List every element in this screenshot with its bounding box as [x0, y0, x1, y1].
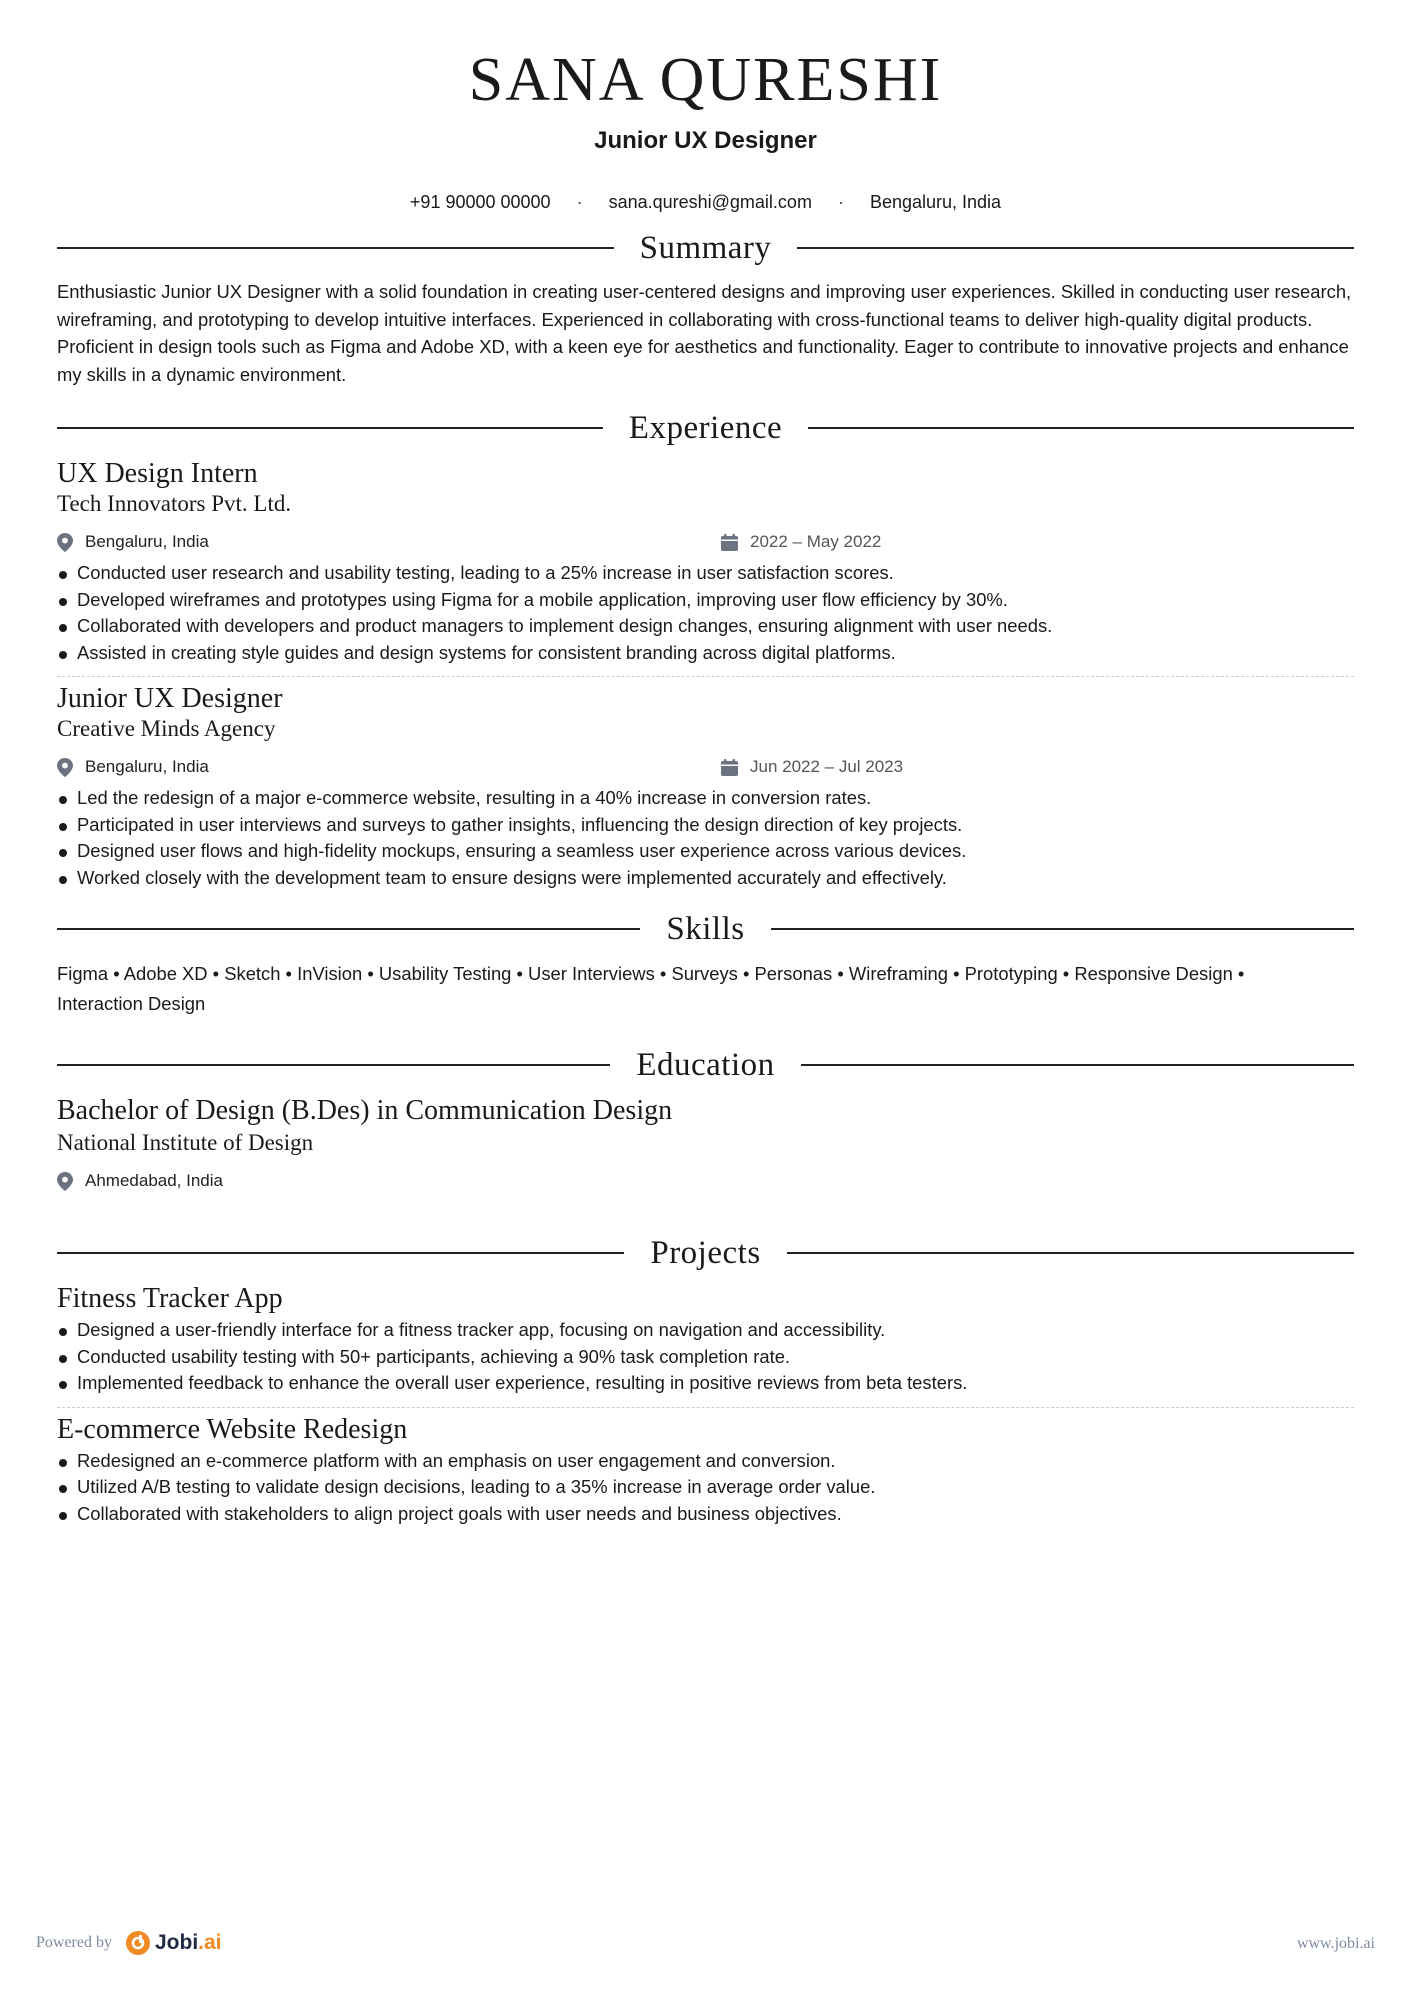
- section-header-experience: [57, 408, 1354, 448]
- job-dates-text: Jun 2022 – Jul 2023: [750, 757, 904, 776]
- skills-line: Interaction Design: [57, 993, 206, 1014]
- project-title: Fitness Tracker App: [57, 1283, 283, 1314]
- list-item: Developed wireframes and prototypes using Figma for a mobile application, improving user flow efficiency by 30%.: [57, 587, 1354, 614]
- section-title: Summary: [639, 230, 772, 266]
- jobi-logo-icon: [126, 1931, 150, 1955]
- section-header-education: [57, 1045, 1354, 1085]
- job-dates: [721, 757, 903, 777]
- education-meta: [57, 1169, 1354, 1193]
- education-school: National Institute of Design: [57, 1130, 314, 1155]
- list-item: Led the redesign of a major e-commerce website, resulting in a 40% increase in conversion rates.: [57, 785, 1354, 812]
- skills-line: Figma • Adobe XD • Sketch • InVision • Usability Testing • User Interviews • Surveys • Personas • Wireframing • Prototyping • Responsive Design •: [57, 963, 1245, 984]
- jobi-logo-text: Jobi.ai: [154, 1931, 222, 1954]
- list-item: Utilized A/B testing to validate design decisions, leading to a 35% increase in average order value.: [57, 1474, 1354, 1501]
- skills-list: [57, 959, 1354, 1019]
- divider: [57, 247, 614, 249]
- contact-separator: ·: [837, 192, 844, 212]
- experience-entry: [57, 458, 1354, 666]
- project-bullets: [57, 1317, 1354, 1397]
- job-company: Creative Minds Agency: [57, 716, 276, 741]
- candidate-name: SANA QURESHI: [468, 46, 943, 114]
- list-item: Designed user flows and high-fidelity mockups, ensuring a seamless user experience across various devices.: [57, 838, 1354, 865]
- divider: [801, 1064, 1354, 1066]
- education-location-text: Ahmedabad, India: [85, 1171, 223, 1190]
- list-item: Conducted usability testing with 50+ participants, achieving a 90% task completion rate.: [57, 1344, 1354, 1371]
- job-location: [57, 532, 721, 552]
- calendar-icon: [721, 759, 738, 776]
- jobi-logo[interactable]: [126, 1931, 222, 1955]
- contact-line: [57, 190, 1354, 214]
- job-location-text: Bengaluru, India: [85, 532, 209, 551]
- list-item: Collaborated with developers and product managers to implement design changes, ensuring alignment with user needs.: [57, 613, 1354, 640]
- location-pin-icon: [57, 758, 73, 777]
- job-location: [57, 757, 721, 777]
- job-bullets: [57, 560, 1354, 666]
- location-pin-icon: [57, 1172, 73, 1191]
- section-header-summary: [57, 228, 1354, 268]
- job-title: UX Design Intern: [57, 458, 258, 489]
- project-title: E-commerce Website Redesign: [57, 1413, 408, 1445]
- section-header-skills: [57, 909, 1354, 949]
- section-title: Projects: [650, 1235, 761, 1271]
- job-dates-text: 2022 – May 2022: [750, 532, 882, 551]
- list-item: Collaborated with stakeholders to align project goals with user needs and business objectives.: [57, 1501, 1354, 1528]
- powered-by-label: Powered by: [36, 1934, 112, 1951]
- entry-divider: [57, 1407, 1354, 1408]
- divider: [797, 247, 1354, 249]
- job-bullets: [57, 785, 1354, 891]
- job-meta: [57, 530, 1354, 554]
- candidate-role: Junior UX Designer: [594, 127, 817, 154]
- job-meta: [57, 755, 1354, 779]
- divider: [808, 427, 1354, 429]
- job-company: Tech Innovators Pvt. Ltd.: [57, 491, 292, 516]
- contact-location: Bengaluru, India: [869, 192, 1002, 212]
- section-title: Skills: [666, 911, 745, 947]
- education-entry: [57, 1095, 1354, 1193]
- project-entry: [57, 1414, 1354, 1528]
- contact-separator: ·: [576, 192, 583, 212]
- divider: [771, 928, 1354, 930]
- list-item: Worked closely with the development team to ensure designs were implemented accurately and effectively.: [57, 865, 1354, 892]
- section-title: Education: [636, 1047, 775, 1083]
- list-item: Participated in user interviews and surveys to gather insights, influencing the design direction of key projects.: [57, 812, 1354, 839]
- job-title: Junior UX Designer: [57, 683, 283, 714]
- calendar-icon: [721, 534, 738, 551]
- footer-url[interactable]: www.jobi.ai: [1296, 1935, 1375, 1952]
- location-pin-icon: [57, 533, 73, 552]
- list-item: Designed a user-friendly interface for a fitness tracker app, focusing on navigation and accessibility.: [57, 1317, 1354, 1344]
- entry-divider: [57, 676, 1354, 677]
- powered-by: [36, 1931, 222, 1955]
- contact-email[interactable]: sana.qureshi@gmail.com: [608, 192, 812, 212]
- summary-text: Enthusiastic Junior UX Designer with a solid foundation in creating user-centered designs and improving user experiences. Skilled in conducting user research, wireframing, and prototyping to develop intuitive interfaces. Experienced in collaborating with cross-functional teams to deliver high-quality digital products. Proficient in design tools such as Figma and Adobe XD, with a keen eye for aesthetics and functionality. Eager to contribute to innovative projects and enhance my skills in a dynamic environment.: [57, 281, 1352, 385]
- resume-page: [57, 0, 1354, 1527]
- job-dates: [721, 532, 881, 552]
- divider: [57, 1064, 610, 1066]
- education-location: [57, 1171, 721, 1191]
- experience-entry: [57, 683, 1354, 891]
- divider: [787, 1252, 1354, 1254]
- section-title: Experience: [628, 410, 783, 446]
- list-item: Assisted in creating style guides and design systems for consistent branding across digital platforms.: [57, 640, 1354, 667]
- contact-phone[interactable]: +91 90000 00000: [409, 192, 551, 212]
- list-item: Redesigned an e-commerce platform with an emphasis on user engagement and conversion.: [57, 1448, 1354, 1475]
- list-item: Conducted user research and usability testing, leading to a 25% increase in user satisfaction scores.: [57, 560, 1354, 587]
- list-item: Implemented feedback to enhance the overall user experience, resulting in positive reviews from beta testers.: [57, 1370, 1354, 1397]
- project-entry: [57, 1283, 1354, 1397]
- divider: [57, 1252, 624, 1254]
- education-degree: Bachelor of Design (B.Des) in Communication Design: [57, 1095, 673, 1126]
- section-header-projects: [57, 1233, 1354, 1273]
- job-location-text: Bengaluru, India: [85, 757, 209, 776]
- divider: [57, 928, 640, 930]
- divider: [57, 427, 603, 429]
- project-bullets: [57, 1448, 1354, 1528]
